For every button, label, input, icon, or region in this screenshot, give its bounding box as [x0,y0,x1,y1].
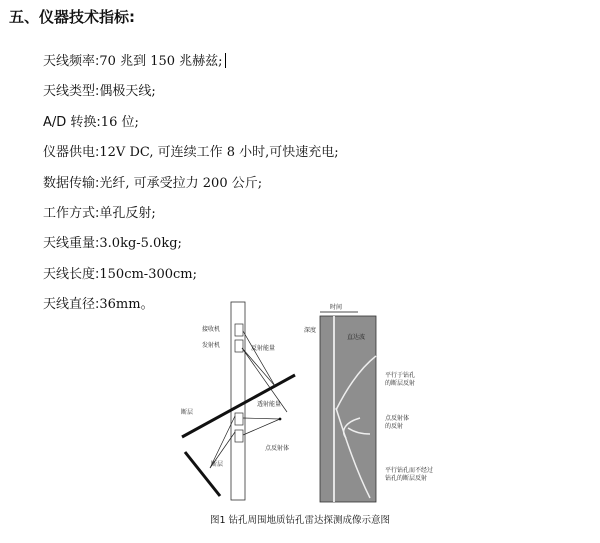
spec-label: 工作方式: [43,205,100,221]
spec-label: 天线类型: [43,84,100,100]
label-direct-wave: 直达波 [347,334,366,341]
spec-label: 天线长度: [43,266,100,282]
spec-list [43,47,339,321]
spec-value: 70 兆到 150 兆赫兹; [99,54,223,69]
radargram-panel [304,303,433,502]
ray-reflect-out [242,348,275,386]
ray-point-2 [243,418,280,419]
label-nonparallel-2: 钻孔的断层反射 [385,475,428,482]
spec-value: 3.0kg-5.0kg; [99,236,182,252]
borehole-panel [181,302,295,500]
spec-value: 12V DC, 可连续工作 8 小时,可快速充电; [99,145,339,161]
ray-reflect-back [243,331,275,386]
spec-label: 天线重量: [43,236,100,252]
figure-caption: 图1 钻孔周围地质钻孔雷达探测成像示意图 [209,515,391,526]
label-parallel-2: 的断层反射 [385,380,416,387]
spec-label: 天线频率: [43,54,100,69]
spec-antenna-type [43,77,339,107]
transmitter-box [235,340,243,352]
spec-label: A/D 转换: [43,114,101,130]
spec-work-mode [43,199,339,229]
label-fault-lower: 断层 [211,461,224,468]
label-transmitted-energy: 透射能量 [257,401,282,408]
label-point-2: 的反射 [385,423,404,430]
spec-value: 150cm-300cm; [99,266,198,282]
spec-label: 天线直径: [43,297,100,313]
spec-label: 仪器供电: [43,145,100,161]
text-cursor [225,53,226,68]
spec-value: 光纤, 可承受拉力 200 公斤; [99,175,263,191]
spec-ad-conversion [43,108,339,138]
radargram-image [320,316,376,502]
spec-data-transmission [43,169,339,199]
label-time-axis: 时间 [330,304,343,311]
spec-value: 16 位; [100,114,139,130]
label-depth-axis: 深度 [304,327,317,334]
label-point-reflector: 点反射体 [265,445,290,452]
label-nonparallel-1: 平行钻孔而不经过 [385,467,434,474]
spec-power-supply [43,138,339,168]
spec-antenna-length [43,260,339,290]
lower-receiver-box [235,413,243,425]
label-transmitter: 发射机 [202,342,221,349]
label-receiver: 接收机 [202,326,221,333]
ray-point-1 [243,419,280,435]
spec-value: 单孔反射; [99,205,156,221]
spec-value: 36mm。 [99,297,154,313]
spec-value: 偶极天线; [99,84,156,100]
radar-diagram [180,300,480,508]
receiver-box [235,324,243,336]
label-parallel-1: 平行于钻孔 [385,372,416,379]
section-title: 五、仪器技术指标: [9,8,135,26]
label-fault-upper: 断层 [181,409,194,416]
label-point-1: 点反射体 [385,415,410,422]
spec-label: 数据传输: [43,175,100,191]
spec-antenna-weight [43,229,339,259]
point-reflector-dot [279,418,282,421]
lower-transmitter-box [235,430,243,442]
label-reflected-energy: 反射能量 [251,345,276,352]
spec-antenna-frequency [43,47,339,77]
